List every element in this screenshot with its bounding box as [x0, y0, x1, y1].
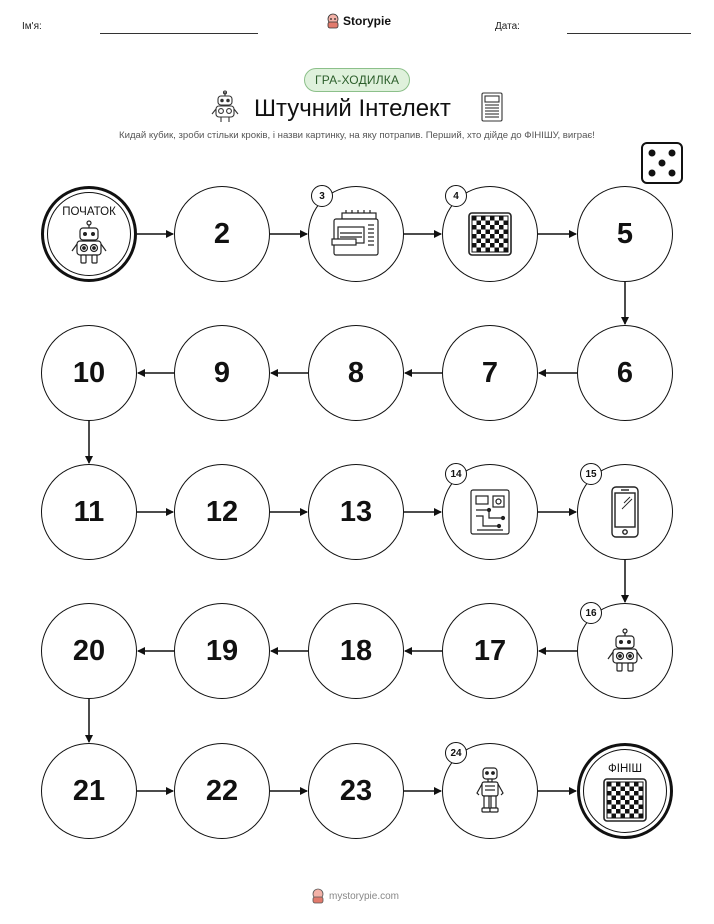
finish-label: ФІНІШ — [608, 763, 642, 775]
start-cell[interactable] — [41, 186, 137, 282]
footer-url: mystorypie.com — [329, 890, 400, 902]
board-cell-11[interactable] — [41, 464, 137, 560]
computer-machine-icon — [328, 209, 384, 264]
board-cell-9[interactable] — [174, 325, 270, 421]
board-cell-6[interactable] — [577, 325, 673, 421]
board-cell-18[interactable] — [308, 603, 404, 699]
board-cell-15[interactable] — [577, 464, 673, 560]
board-cell-2[interactable] — [174, 186, 270, 282]
start-label: ПОЧАТОК — [62, 206, 116, 218]
cell-number: 9 — [213, 356, 231, 389]
cell-number: 20 — [72, 634, 106, 667]
cell-number-badge: 16 — [580, 602, 602, 624]
chessboard-icon — [603, 778, 647, 827]
board-cell-5[interactable] — [577, 186, 673, 282]
cell-number: 8 — [347, 356, 365, 389]
cell-number: 11 — [73, 495, 105, 528]
robot-icon — [605, 628, 645, 679]
board-cell-21[interactable] — [41, 743, 137, 839]
board-cell-4[interactable] — [442, 186, 538, 282]
board-cell-20[interactable] — [41, 603, 137, 699]
board-cell-3[interactable] — [308, 186, 404, 282]
cell-number: 22 — [205, 774, 239, 807]
name-label: Ім'я: — [22, 21, 42, 32]
storypie-mascot-icon — [311, 888, 325, 904]
page-title: Штучний Інтелект — [254, 95, 451, 122]
board-cell-10[interactable] — [41, 325, 137, 421]
board-cell-24[interactable] — [442, 743, 538, 839]
cell-number: 10 — [72, 356, 106, 389]
footer — [311, 888, 399, 904]
board-cell-16[interactable] — [577, 603, 673, 699]
cell-number: 23 — [339, 774, 373, 807]
cell-number: 13 — [339, 495, 373, 528]
smartphone-icon — [610, 485, 640, 544]
cell-number: 6 — [616, 356, 634, 389]
board-cell-14[interactable] — [442, 464, 538, 560]
cell-number-badge: 15 — [580, 463, 602, 485]
board-cell-12[interactable] — [174, 464, 270, 560]
cell-number-badge: 4 — [445, 185, 467, 207]
cell-number: 5 — [616, 217, 634, 250]
finish-cell[interactable] — [577, 743, 673, 839]
cell-number: 12 — [205, 495, 239, 528]
board-cell-23[interactable] — [308, 743, 404, 839]
chessboard-icon — [468, 212, 512, 261]
cell-number: 19 — [205, 634, 239, 667]
circuit-board-icon — [469, 488, 511, 541]
date-label: Дата: — [495, 21, 520, 32]
humanoid-robot-icon — [473, 766, 507, 821]
cell-number-badge: 24 — [445, 742, 467, 764]
cell-number-badge: 3 — [311, 185, 333, 207]
board-cell-19[interactable] — [174, 603, 270, 699]
brand-name: Storypie — [343, 14, 392, 28]
game-instructions: Кидай кубик, зроби стільки кроків, і назви картинку, на яку потрапив. Перший, хто дійде до ФІНІШУ, виграє! — [119, 130, 595, 141]
robot-icon — [69, 220, 109, 271]
cell-number: 18 — [339, 634, 373, 667]
cell-number: 21 — [72, 774, 106, 807]
board-cell-7[interactable] — [442, 325, 538, 421]
cell-number: 7 — [481, 356, 499, 389]
game-type-badge: ГРА-ХОДИЛКА — [304, 68, 410, 92]
board-cell-8[interactable] — [308, 325, 404, 421]
board-cell-22[interactable] — [174, 743, 270, 839]
cell-number-badge: 14 — [445, 463, 467, 485]
cell-number: 2 — [213, 217, 231, 250]
board-cell-13[interactable] — [308, 464, 404, 560]
cell-number: 17 — [473, 634, 507, 667]
board-cell-17[interactable] — [442, 603, 538, 699]
